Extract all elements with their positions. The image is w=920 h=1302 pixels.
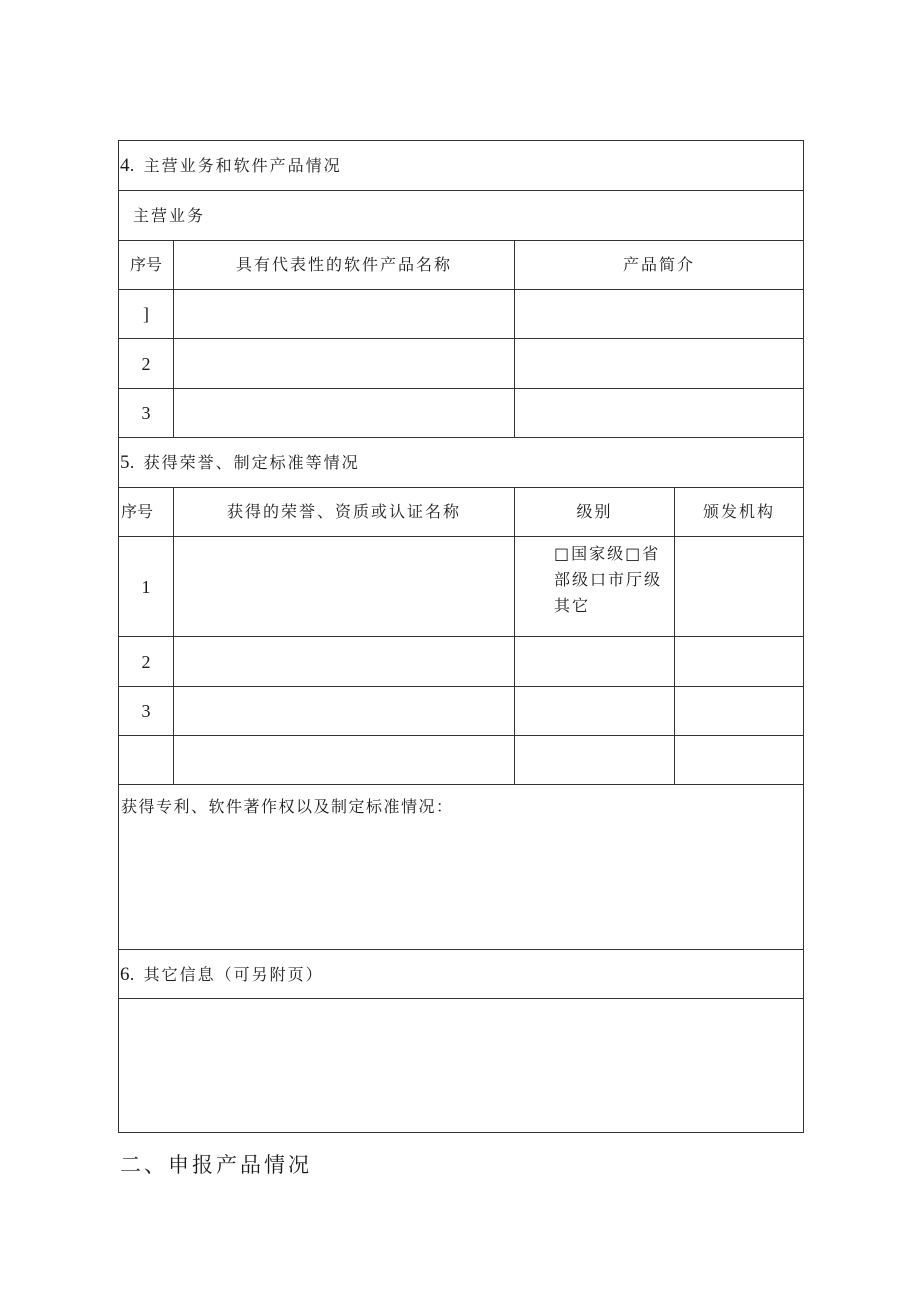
section4-title: . 主营业务和软件产品情况 [129,156,342,175]
s4-row-seq: 3 [141,403,151,423]
s5-row-level-input[interactable] [515,736,674,784]
section6-title: . 其它信息（可另附页） [129,965,324,984]
s5-row-name-input[interactable] [174,637,514,686]
s4-header-product-name: 具有代表性的软件产品名称 [235,255,452,274]
s4-row-intro-input[interactable] [515,389,803,437]
s4-header-product-intro: 产品简介 [622,255,695,274]
s4-row-name-input[interactable] [174,339,514,388]
section5-heading [120,453,360,473]
section6-number: 6 [120,964,130,985]
s5-header-level: 级别 [576,502,613,521]
s4-row-intro-input[interactable] [515,290,803,338]
section4-number: 4 [120,155,130,176]
s5-level-line[interactable]: 部级口市厅级 [554,570,663,589]
s5-row-issuer-input[interactable] [675,736,803,784]
s4-header-seq: 序号 [129,255,162,274]
s5-row-level-input[interactable] [515,637,674,686]
s5-row-seq: 2 [141,651,151,672]
s5-level-options[interactable] [554,541,662,619]
s5-header-seq: 序号 [121,502,154,521]
section5-number: 5 [120,452,130,473]
s5-row-name-input[interactable] [174,736,514,784]
s5-row-name-input[interactable] [174,537,514,636]
part2-title: 二、申报产品情况 [120,1153,312,1177]
s5-row-level-input[interactable] [515,687,674,735]
s5-row-issuer-input[interactable] [675,537,803,636]
section5-title: . 获得荣誉、制定标准等情况 [129,453,360,472]
s5-row-seq [119,736,173,784]
s5-level-line[interactable]: 其它 [554,596,591,615]
s4-row-name-input[interactable] [174,389,514,437]
patent-label: 获得专利、软件著作权以及制定标准情况： [121,797,454,816]
s5-row-issuer-input[interactable] [675,637,803,686]
section6-heading [120,965,324,985]
s5-row-issuer-input[interactable] [675,687,803,735]
other-info-text-area[interactable] [119,999,803,1132]
s5-row-seq: 1 [141,576,151,597]
s4-row-intro-input[interactable] [515,339,803,388]
patent-text-area[interactable] [119,822,803,948]
s5-header-honor-name: 获得的荣誉、资质或认证名称 [226,502,461,521]
s5-header-issuer: 颁发机构 [702,502,775,521]
s4-row-seq: ] [143,304,149,324]
s4-row-name-input[interactable] [174,290,514,338]
s4-row-seq: 2 [141,353,151,374]
s5-row-seq: 3 [141,701,151,721]
s5-row-name-input[interactable] [174,687,514,735]
section4-heading [120,156,342,176]
s5-level-line[interactable]: □国家级□省 [554,544,661,563]
main-business-label: 主营业务 [133,206,206,225]
